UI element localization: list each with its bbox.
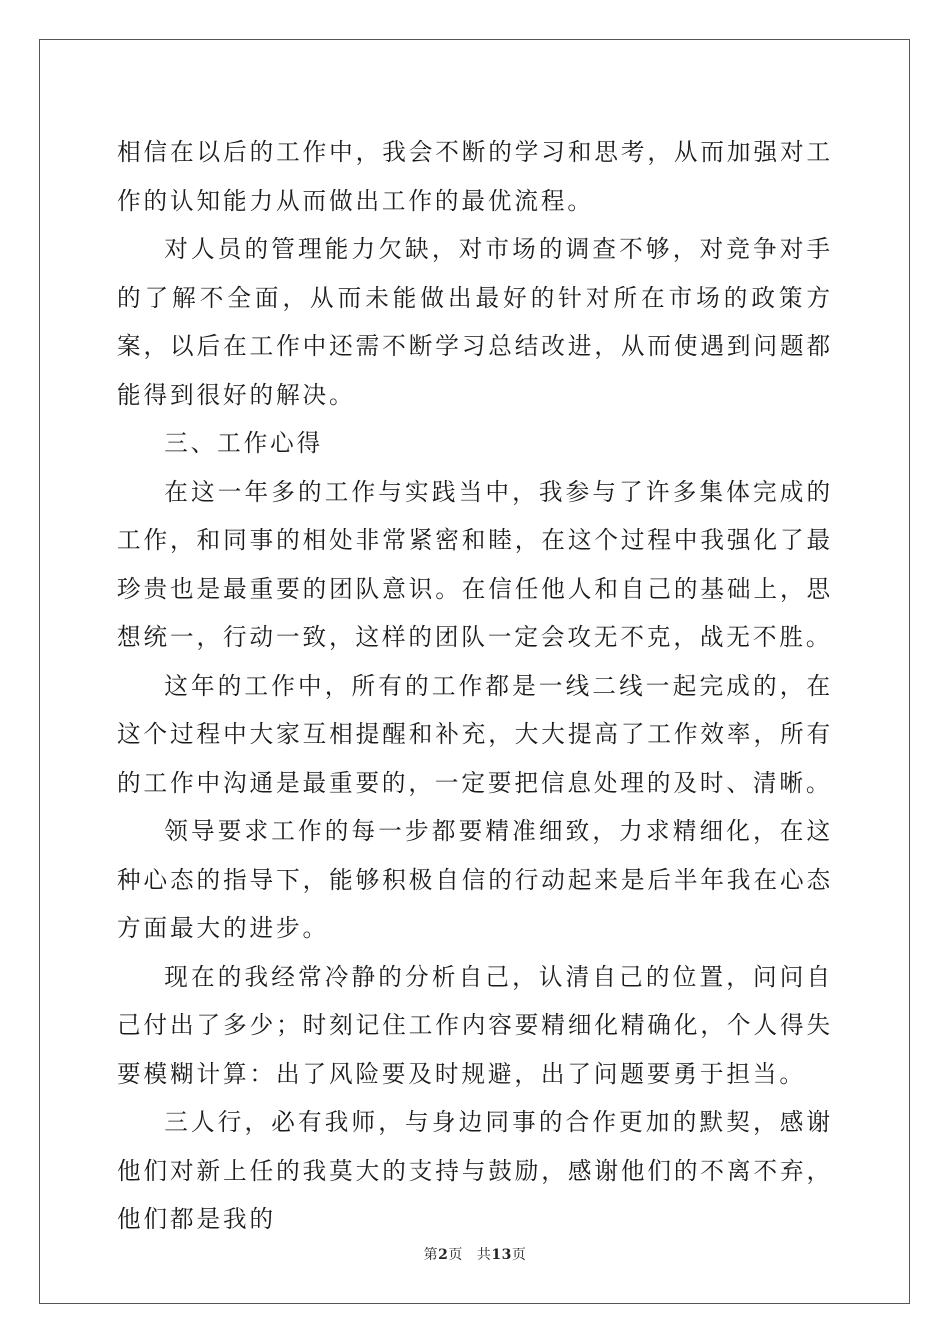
total-suffix: 页 bbox=[511, 1247, 527, 1263]
document-body bbox=[117, 128, 833, 1244]
page-footer bbox=[0, 1246, 950, 1264]
page-number: 2 bbox=[438, 1247, 449, 1263]
paragraph-4: 这年的工作中，所有的工作都是一线二线一起完成的，在这个过程中大家互相提醒和补充，大大提高了工作效率，所有的工作中沟通是最重要的，一定要把信息处理的及时、清晰。 bbox=[117, 671, 833, 797]
paragraph-2: 对人员的管理能力欠缺，对市场的调查不够，对竞争对手的了解不全面，从而未能做出最好的针对所在市场的政策方案，以后在工作中还需不断学习总结改进，从而使遇到问题都能得到很好的解决。 bbox=[117, 235, 833, 409]
total-prefix: 共 bbox=[476, 1247, 492, 1263]
paragraph-3: 在这一年多的工作与实践当中，我参与了许多集体完成的工作，和同事的相处非常紧密和睦，在这个过程中我强化了最珍贵也是最重要的团队意识。在信任他人和自己的基础上，思想统一，行动一致，这样的团队一定会攻无不克，战无不胜。 bbox=[117, 477, 833, 651]
section-heading: 三、工作心得 bbox=[164, 429, 324, 457]
paragraph-1: 相信在以后的工作中，我会不断的学习和思考，从而加强对工作的认知能力从而做出工作的最优流程。 bbox=[117, 138, 833, 215]
paragraph-5: 领导要求工作的每一步都要精准细致，力求精细化，在这种心态的指导下，能够积极自信的行动起来是后半年我在心态方面最大的进步。 bbox=[117, 817, 833, 942]
paragraph-7: 三人行，必有我师，与身边同事的合作更加的默契，感谢他们对新上任的我莫大的支持与鼓励，感谢他们的不离不弃，他们都是我的 bbox=[117, 1108, 833, 1233]
total-pages: 13 bbox=[491, 1247, 512, 1263]
paragraph-6: 现在的我经常冷静的分析自己，认清自己的位置，问问自己付出了多少；时刻记住工作内容要精细化精确化，个人得失要模糊计算：出了风险要及时规避，出了问题要勇于担当。 bbox=[117, 962, 833, 1088]
page-prefix: 第 bbox=[423, 1247, 439, 1263]
page-suffix: 页 bbox=[448, 1247, 463, 1263]
